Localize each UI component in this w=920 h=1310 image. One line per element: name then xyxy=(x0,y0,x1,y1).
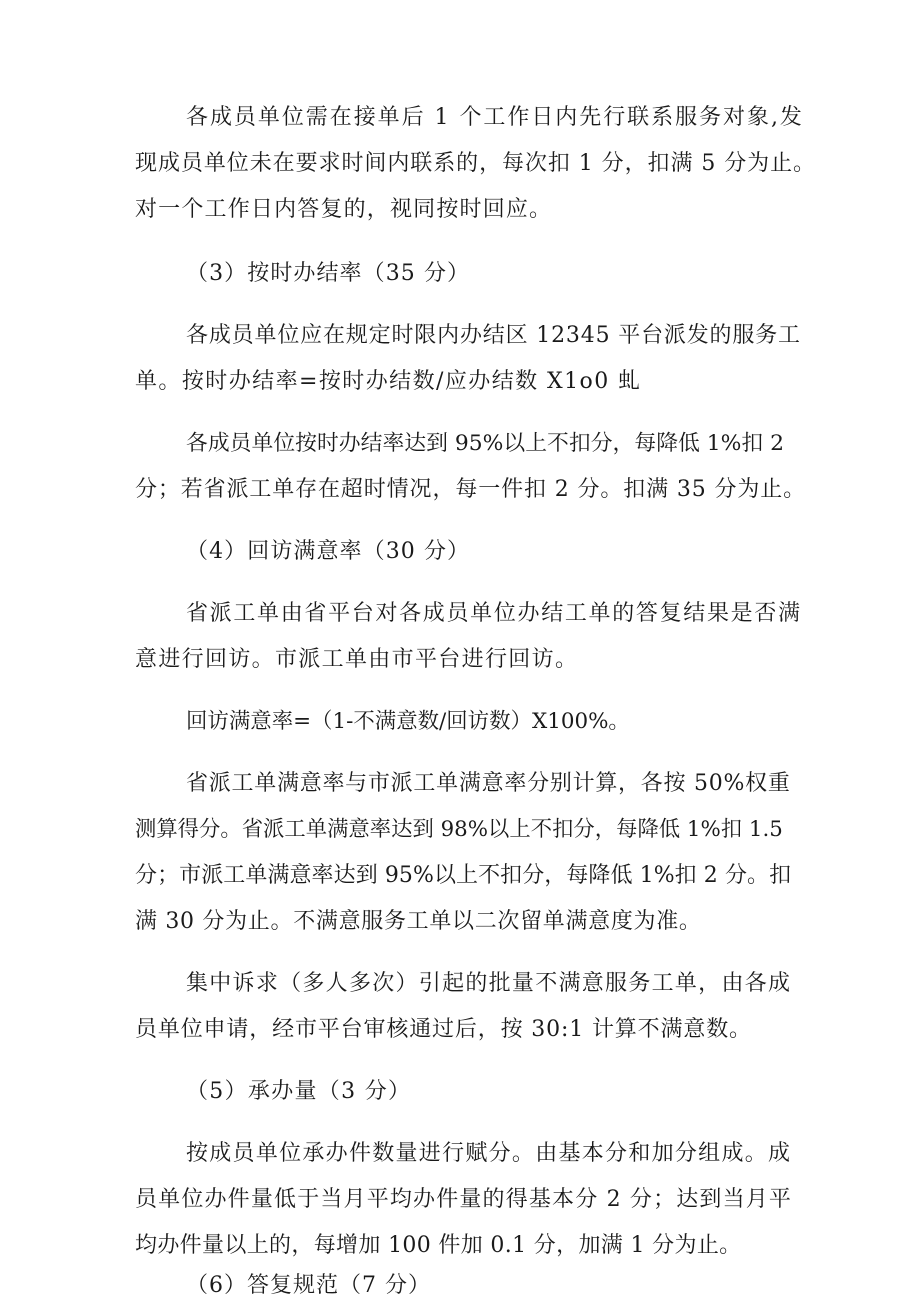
formula-line: 回访满意率=（1-不满意数/回访数）X100%。 xyxy=(186,709,630,734)
body-line: 按成员单位承办件数量进行赋分。由基本分和加分组成。成 xyxy=(186,1141,792,1166)
body-line: 分；若省派工单存在超时情况，每一件扣 2 分。扣满 35 分为止。 xyxy=(135,477,807,502)
body-line: 意进行回访。市派工单由市平台进行回访。 xyxy=(135,647,579,672)
body-line: 员单位申请，经市平台审核通过后，按 30:1 计算不满意数。 xyxy=(135,1017,752,1042)
body-line: 单。按时办结率=按时办结数/应办结数 X1o0 虬 xyxy=(135,369,642,394)
body-line: 各成员单位按时办结率达到 95%以上不扣分，每降低 1%扣 2 xyxy=(186,431,785,456)
body-line: 集中诉求（多人多次）引起的批量不满意服务工单，由各成 xyxy=(186,971,792,996)
section-heading-5: （5）承办量（3 分） xyxy=(186,1079,412,1104)
body-line: 均办件量以上的，每增加 100 件加 0.1 分，加满 1 分为止。 xyxy=(135,1233,742,1258)
body-line: 满 30 分为止。不满意服务工单以二次留单满意度为准。 xyxy=(135,909,702,934)
body-line: 员单位办件量低于当月平均办件量的得基本分 2 分；达到当月平 xyxy=(135,1187,793,1212)
body-line: 现成员单位未在要求时间内联系的，每次扣 1 分，扣满 5 分为止。 xyxy=(135,151,816,176)
body-line: 省派工单满意率与市派工单满意率分别计算，各按 50%权重 xyxy=(186,771,791,796)
body-line: 分；市派工单满意率达到 95%以上不扣分，每降低 1%扣 2 分。扣 xyxy=(135,863,792,888)
body-line: 测算得分。省派工单满意率达到 98%以上不扣分，每降低 1%扣 1.5 xyxy=(135,817,783,842)
body-line: 各成员单位需在接单后 1 个工作日内先行联系服务对象,发 xyxy=(186,105,804,130)
section-heading-4: （4）回访满意率（30 分） xyxy=(186,539,471,564)
body-line: 各成员单位应在规定时限内办结区 12345 平台派发的服务工 xyxy=(186,323,801,348)
body-line: 对一个工作日内答复的，视同按时回应。 xyxy=(135,197,553,222)
body-line: 省派工单由省平台对各成员单位办结工单的答复结果是否满 xyxy=(186,601,802,626)
section-heading-6: （6）答复规范（7 分） xyxy=(186,1273,431,1298)
section-heading-3: （3）按时办结率（35 分） xyxy=(186,261,471,286)
